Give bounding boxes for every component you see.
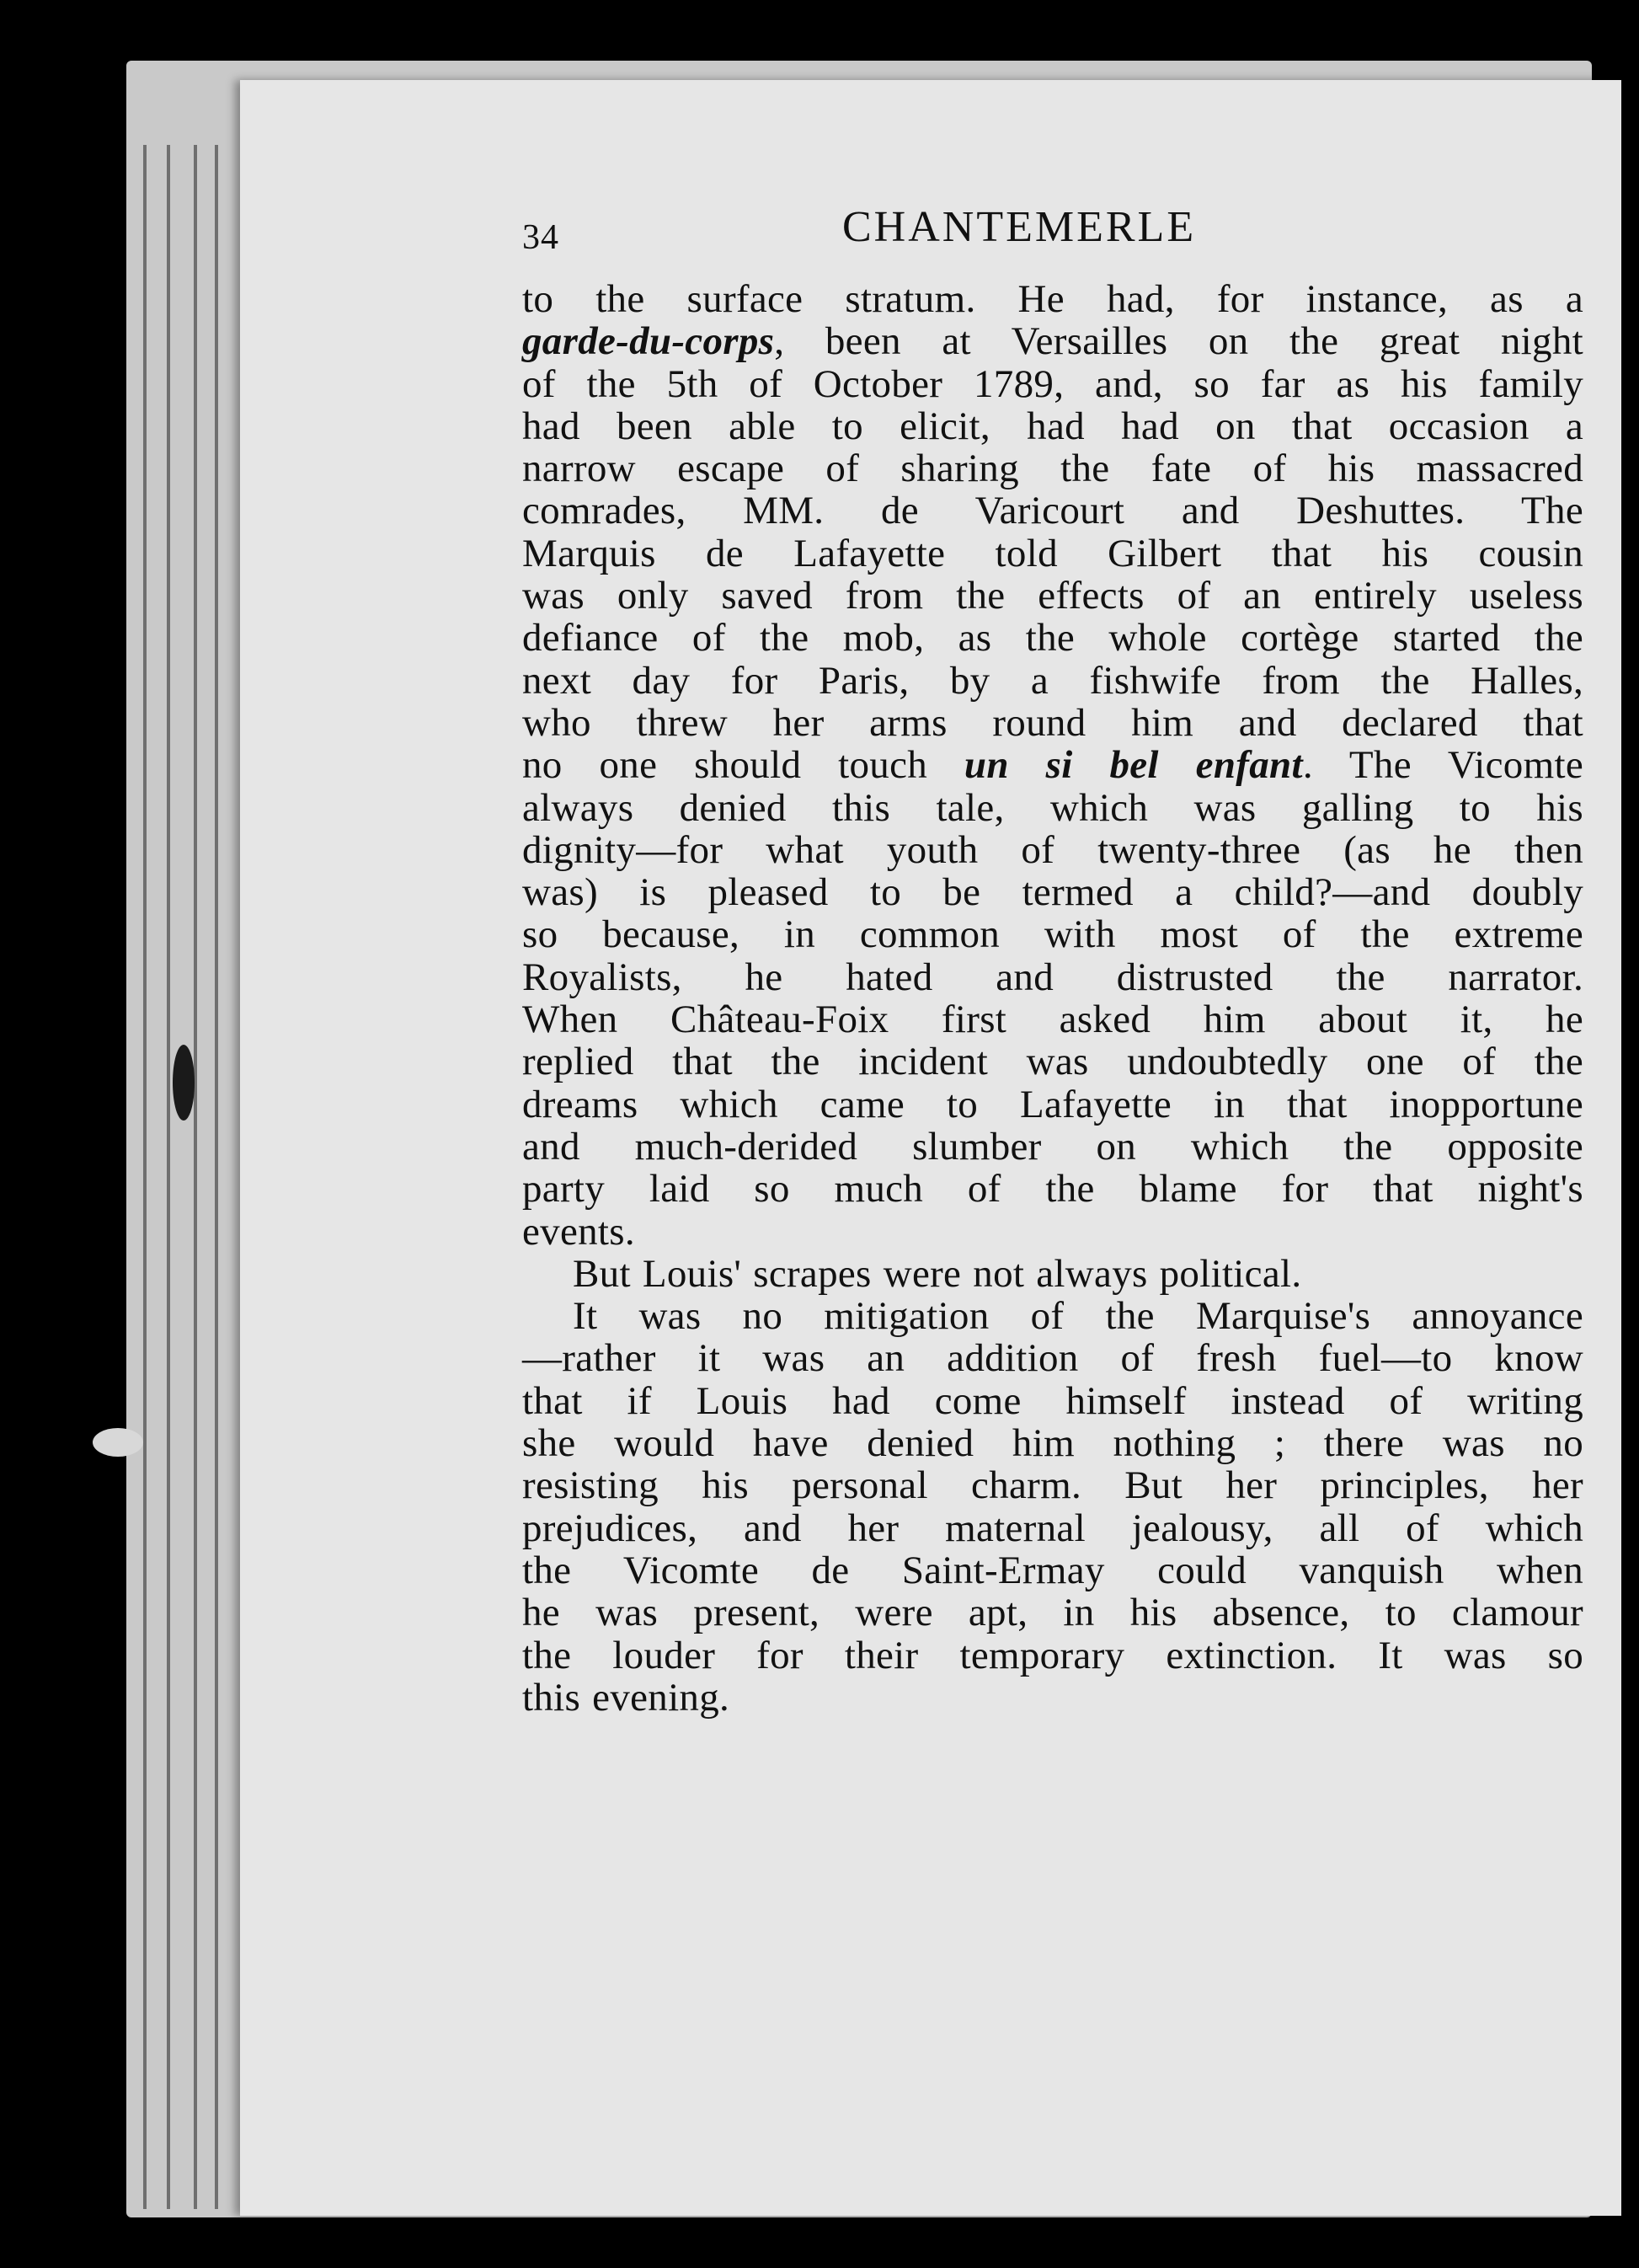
text-line: [522, 998, 1583, 1040]
text-line: [522, 1507, 1583, 1549]
text-line: [522, 702, 1583, 744]
text-line: [522, 1211, 1583, 1253]
text-line: [522, 1380, 1583, 1422]
text-line: [522, 1591, 1583, 1634]
text-line: [522, 829, 1583, 871]
text-segment: dignity—for what youth of twenty-three (as he then: [522, 827, 1583, 872]
page-content: [522, 202, 1583, 1719]
binding-mark: [173, 1045, 195, 1121]
page-edge-line: [143, 145, 147, 2209]
text-segment: she would have denied him nothing ; there was no: [522, 1421, 1583, 1466]
text-line: [522, 744, 1583, 786]
running-head: [522, 202, 1583, 270]
text-line: [522, 1549, 1583, 1591]
text-segment: Marquis de Lafayette told Gilbert that his cousin: [522, 531, 1583, 575]
text-line: [522, 278, 1583, 320]
text-segment: to the surface stratum. He had, for instance, as a: [522, 277, 1583, 321]
page-edge-line: [215, 145, 218, 2209]
text-segment: replied that the incident was undoubtedly one of the: [522, 1040, 1583, 1084]
text-line: [522, 1295, 1583, 1337]
text-segment: , been at Versailles on the great night: [774, 319, 1583, 364]
italic-phrase: garde-du-corps: [522, 319, 775, 364]
text-segment: this evening.: [522, 1675, 730, 1720]
text-segment: and much-derided slumber on which the opposite: [522, 1124, 1583, 1169]
text-segment: It was no mitigation of the Marquise's annoyance: [573, 1294, 1583, 1339]
text-line: [522, 1337, 1583, 1379]
text-line: [522, 871, 1583, 913]
text-segment: was only saved from the effects of an entirely useless: [522, 574, 1583, 618]
text-line: [522, 320, 1583, 362]
text-line: [522, 787, 1583, 829]
text-segment: the louder for their temporary extinction. It was so: [522, 1633, 1583, 1677]
text-segment: the Vicomte de Saint-Ermay could vanquish when: [522, 1548, 1583, 1592]
text-segment: of the 5th of October 1789, and, so far as his family: [522, 361, 1583, 406]
text-line: [522, 1677, 1583, 1719]
text-segment: —rather it was an addition of fresh fuel—to know: [522, 1336, 1583, 1381]
text-line: [522, 532, 1583, 575]
text-line: [522, 660, 1583, 702]
text-segment: who threw her arms round him and declared that: [522, 700, 1583, 745]
text-line: [522, 575, 1583, 617]
text-line: [522, 1083, 1583, 1126]
text-segment: was) is pleased to be termed a child?—and doubly: [522, 870, 1583, 915]
text-segment: prejudices, and her maternal jealousy, all of which: [522, 1506, 1583, 1550]
page-edge-line: [167, 145, 170, 2209]
text-segment: no one should touch: [522, 743, 964, 788]
text-segment: Royalists, he hated and distrusted the narrator.: [522, 955, 1583, 999]
text-segment: he was present, were apt, in his absence, to clamour: [522, 1591, 1583, 1635]
text-segment: always denied this tale, which was galling to his: [522, 785, 1583, 830]
text-segment: . The Vicomte: [1302, 743, 1583, 788]
text-segment: When Château-Foix first asked him about it, he: [522, 998, 1583, 1042]
text-segment: party laid so much of the blame for that night's: [522, 1167, 1583, 1212]
text-line: [522, 1422, 1583, 1464]
text-line: [522, 1253, 1583, 1295]
text-line: [522, 489, 1583, 532]
text-segment: comrades, MM. de Varicourt and Deshuttes. The: [522, 489, 1583, 533]
page-edge-line: [194, 145, 197, 2209]
text-line: [522, 913, 1583, 955]
text-segment: narrow escape of sharing the fate of his massacred: [522, 447, 1583, 491]
text-line: [522, 1464, 1583, 1506]
text-line: [522, 1126, 1583, 1168]
text-segment: But Louis' scrapes were not always political.: [573, 1251, 1302, 1296]
text-line: [522, 1040, 1583, 1083]
text-segment: had been able to elicit, had had on that occasion a: [522, 404, 1583, 448]
text-segment: events.: [522, 1209, 635, 1254]
text-segment: resisting his personal charm. But her principles, her: [522, 1463, 1583, 1508]
text-line: [522, 363, 1583, 405]
text-segment: defiance of the mob, as the whole cortège started the: [522, 616, 1583, 661]
text-segment: that if Louis had come himself instead of writing: [522, 1378, 1583, 1423]
text-line: [522, 1168, 1583, 1210]
page-number: 34: [522, 218, 559, 257]
text-segment: next day for Paris, by a fishwife from the Halles,: [522, 658, 1583, 703]
text-line: [522, 447, 1583, 489]
text-line: [522, 617, 1583, 659]
scan-speck: [93, 1428, 143, 1457]
italic-phrase: un si bel enfant: [964, 743, 1303, 788]
text-segment: dreams which came to Lafayette in that inopportune: [522, 1082, 1583, 1126]
text-segment: so because, in common with most of the extreme: [522, 912, 1583, 957]
body-text: [522, 278, 1583, 1719]
running-title: CHANTEMERLE: [842, 203, 1197, 251]
text-line: [522, 1634, 1583, 1677]
text-line: [522, 956, 1583, 998]
text-line: [522, 405, 1583, 447]
